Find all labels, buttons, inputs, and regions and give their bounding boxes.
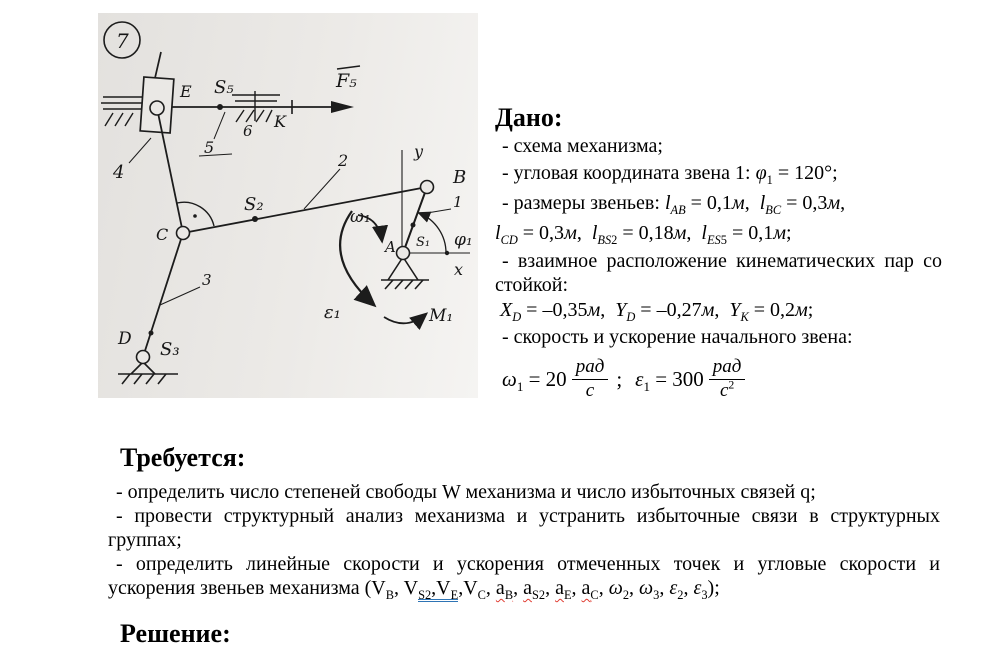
left-guide-support — [101, 97, 146, 126]
s1-dot — [411, 223, 416, 228]
angle-arc-dot — [193, 214, 197, 218]
comma: , — [571, 577, 582, 599]
label-c: C — [156, 225, 169, 244]
label-omega1: ω₁ — [350, 207, 371, 227]
label-e: E — [180, 82, 192, 101]
omega1-frac-num: рад — [572, 357, 609, 380]
label-phi1: φ₁ — [454, 230, 473, 250]
omega1-fraction — [572, 357, 609, 402]
grammar-underline-segment: $_{S2},V_E$ — [418, 577, 459, 602]
solution-section — [120, 619, 231, 649]
support-a — [381, 257, 429, 289]
required-line5-mid: $,V_C$, — [458, 577, 496, 602]
force-f5-arrowhead — [331, 101, 354, 113]
omega1-lhs: $\omega_1 = 20$ — [502, 366, 567, 394]
joint-d — [137, 351, 150, 364]
joint-e — [150, 101, 164, 115]
joint-c — [177, 227, 190, 240]
omega1-frac-den: с — [585, 379, 595, 401]
s2-dot — [252, 216, 258, 222]
spellcheck-token-ae: $a_E$ — [555, 577, 572, 602]
given-formula-line — [495, 353, 942, 405]
eps1-frac-num: рад — [709, 357, 746, 380]
joint-b — [421, 181, 434, 194]
given-title: Дано: — [495, 103, 563, 132]
rod-stub — [155, 52, 161, 78]
m1-arrow — [384, 314, 426, 323]
solution-title: Решение: — [120, 619, 231, 648]
given-section — [495, 103, 942, 405]
required-line-1: - определить число степеней свободы W механизма и число избыточных связей q; — [116, 481, 816, 503]
mechanism-diagram — [98, 13, 478, 398]
s5-dot — [217, 104, 223, 110]
label-5: 5 — [204, 138, 215, 157]
label-s1: S₁ — [416, 235, 431, 250]
comma: , — [545, 577, 556, 599]
joint-a — [397, 247, 410, 260]
mechanism-figure — [98, 13, 478, 398]
required-line-2: - провести структурный анализ механизма и устранить избыточные связи в структурных — [116, 505, 940, 527]
given-item-coords: $X_D = -0,35м$, $Y_D = -0,27м$, $Y_K = 0,2м$; — [500, 299, 814, 324]
s3-dot — [149, 331, 154, 336]
given-item-sizes-1: - размеры звеньев: $l_{AB} = 0,1м$, $l_{BC} = 0,3м$, — [502, 192, 846, 217]
label-d: D — [118, 329, 132, 349]
figure-number: 7 — [116, 29, 129, 53]
label-s3: S₃ — [160, 339, 180, 360]
figure-number-badge — [104, 22, 140, 58]
given-item-scheme: - схема механизма; — [502, 135, 663, 157]
label-f5: F₅ — [336, 70, 357, 92]
label-m1: M₁ — [429, 306, 454, 326]
required-line5-start: ускорения звеньев механизма ($V_B$, V — [108, 577, 419, 602]
label-b: B — [453, 167, 467, 188]
given-item-pairs-1: - взаимное расположение кинематических пар со — [502, 250, 942, 272]
required-section — [108, 443, 940, 600]
label-1: 1 — [453, 193, 463, 211]
eps1-lhs: $\varepsilon_1 = 300$ — [635, 366, 704, 394]
label-s2: S₂ — [244, 194, 264, 215]
given-item-sizes-2: $l_{CD} = 0,3м$, $l_{BS2} = 0,18м$, $l_{ES5} = 0,1м$; — [495, 222, 792, 247]
spellcheck-token-as2: $a_{S2}$ — [523, 577, 546, 602]
required-line-5 — [108, 576, 940, 600]
label-eps1: ε₁ — [324, 302, 341, 323]
label-y: у — [414, 142, 424, 161]
required-line-4: - определить линейные скорости и ускорения отмеченных точек и угловые скорости и — [116, 553, 940, 575]
label-4: 4 — [113, 162, 125, 183]
label-x: x — [454, 260, 464, 279]
eps1-frac-den: $с^2$ — [719, 378, 735, 401]
required-line5-end: , $\omega_2$, $\omega_3$, $\varepsilon_2$, $\varepsilon_3$); — [598, 577, 720, 602]
given-item-angle: - угловая координата звена 1: $\varphi_1 = 120^\circ$; — [502, 162, 838, 187]
spellcheck-token-ac: $a_C$ — [581, 577, 599, 602]
label-k: K — [274, 112, 286, 131]
formula-separator: ; — [616, 366, 623, 391]
given-item-speed: - скорость и ускорение начального звена: — [502, 326, 853, 348]
comma: , — [513, 577, 524, 599]
eps1-fraction — [709, 357, 746, 402]
label-a: A — [385, 238, 396, 256]
spellcheck-token-ab: $a_B$ — [495, 577, 514, 602]
label-2: 2 — [338, 151, 349, 170]
angle-arc-c — [177, 202, 214, 226]
required-line-3: группах; — [108, 529, 182, 551]
f5-vector-bar — [337, 66, 360, 69]
label-3: 3 — [202, 271, 212, 289]
support-d — [118, 362, 178, 384]
label-s5: S₅ — [214, 77, 234, 98]
link2 — [183, 187, 427, 233]
given-item-pairs-2: стойкой: — [495, 274, 569, 296]
required-title: Требуется: — [120, 443, 246, 472]
label-6: 6 — [243, 122, 253, 140]
